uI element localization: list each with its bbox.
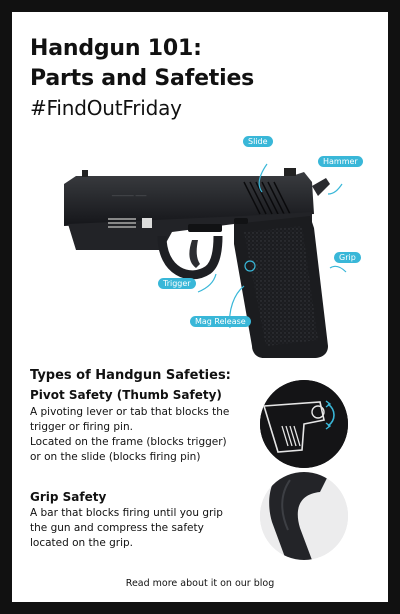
pivot-desc-line-1: A pivoting lever or tab that blocks the xyxy=(30,406,230,418)
svg-text:────── ───: ────── ─── xyxy=(112,193,147,200)
callout-trigger: Trigger xyxy=(158,278,196,289)
pivot-desc-line-3: Located on the frame (blocks trigger) xyxy=(30,436,227,448)
grip-safety-title: Grip Safety xyxy=(30,490,107,504)
hammer-shape xyxy=(312,178,330,196)
grip-desc-line-1: A bar that blocks firing until you grip xyxy=(30,507,223,519)
callout-hammer: Hammer xyxy=(318,156,363,167)
title-line-2: Parts and Safeties xyxy=(30,66,255,91)
pivot-safety-title: Pivot Safety (Thumb Safety) xyxy=(30,388,222,402)
callout-grip: Grip xyxy=(334,252,361,263)
pivot-safety-image xyxy=(260,380,348,468)
grip-safety-image xyxy=(260,472,348,560)
safeties-heading: Types of Handgun Safeties: xyxy=(30,368,231,383)
trigger-shape xyxy=(189,240,200,268)
title-line-1: Handgun 101: xyxy=(30,36,202,61)
pivot-desc-line-2: trigger or firing pin. xyxy=(30,421,133,433)
handgun-illustration xyxy=(12,132,388,372)
pivot-safety-description xyxy=(30,405,245,465)
grip-safety-description xyxy=(30,506,245,551)
grip-desc-line-3: located on the grip. xyxy=(30,537,134,549)
footer-blog-link[interactable]: Read more about it on our blog xyxy=(125,578,275,589)
pivot-desc-line-4: or on the slide (blocks firing pin) xyxy=(30,451,201,463)
callout-mag-release: Mag Release xyxy=(190,316,251,327)
callout-slide: Slide xyxy=(243,136,273,147)
hashtag: #FindOutFriday xyxy=(30,96,182,120)
infographic-card xyxy=(12,12,388,602)
page-title xyxy=(30,34,254,94)
grip-desc-line-2: the gun and compress the safety xyxy=(30,522,204,534)
